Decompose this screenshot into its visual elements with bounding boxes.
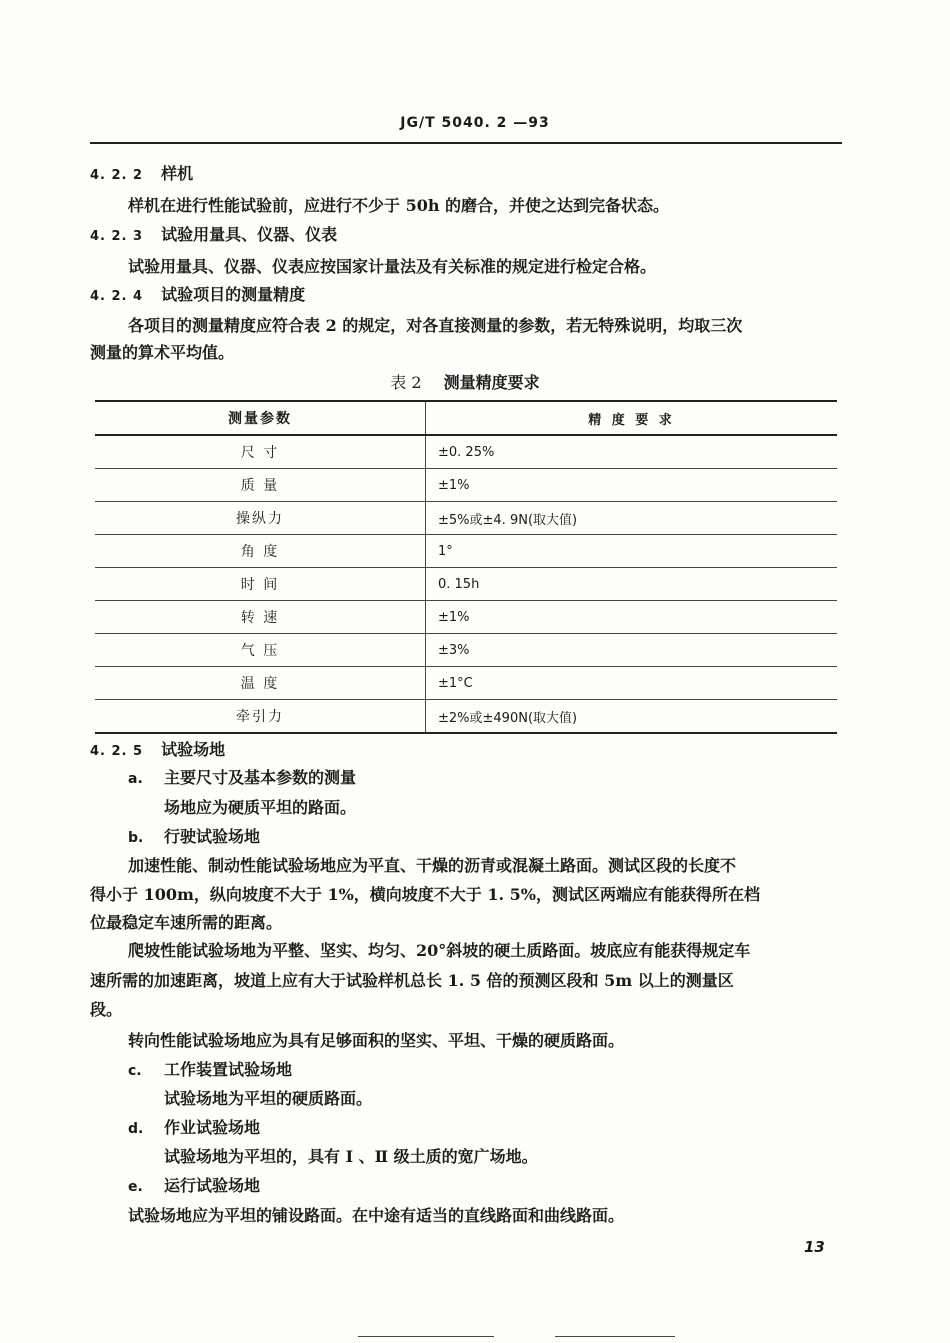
header-rule [90,142,842,144]
accuracy-cell: ±2%或±490N(取大值) [426,700,838,734]
accuracy-cell: ±0. 25% [426,435,838,469]
item-b-para3: 转向性能试验场地应为具有足够面积的坚实、平坦、干燥的硬质路面。 [128,1031,625,1050]
item-b-heading [128,826,260,849]
table-row [95,700,837,734]
table-row [95,535,837,568]
section-number: 4. 2. 5 [90,744,144,759]
standard-code-header: JG/T 5040. 2 —93 [400,115,550,131]
item-b-para1-line: 位最稳定车速所需的距离。 [90,913,283,932]
item-c-body: 试验场地为平坦的硬质路面。 [164,1089,373,1108]
table-header-row [95,401,837,435]
accuracy-table [95,400,837,734]
item-c-heading [128,1059,292,1082]
param-cell: 操纵力 [95,502,426,535]
section-4-2-4-heading [90,284,305,308]
section-number: 4. 2. 3 [90,229,144,244]
accuracy-cell: ±1°C [426,667,838,700]
accuracy-cell: ±5%或±4. 9N(取大值) [426,502,838,535]
item-b-para2-line: 速所需的加速距离，坡道上应有大于试验样机总长 1. 5 倍的预测区段和 5m 以上的测量区 [90,971,734,990]
param-cell: 温 度 [95,667,426,700]
accuracy-cell: ±1% [426,469,838,502]
item-letter: a. [128,771,143,787]
table-row [95,469,837,502]
header-accuracy: 精 度 要 求 [426,401,838,435]
section-title: 试验用量具、仪器、仪表 [161,225,338,244]
item-title: 行驶试验场地 [164,827,261,846]
param-cell: 时 间 [95,568,426,601]
item-letter: e. [128,1179,143,1195]
table-row [95,667,837,700]
table-row [95,601,837,634]
table-caption [0,370,930,393]
item-d-heading [128,1117,260,1140]
item-title: 作业试验场地 [164,1118,261,1137]
section-4-2-3-heading [90,224,337,248]
accuracy-cell: ±3% [426,634,838,667]
item-a-heading [128,767,356,790]
section-4-2-3-body: 试验用量具、仪器、仪表应按国家计量法及有关标准的规定进行检定合格。 [128,257,657,276]
table-row [95,502,837,535]
item-title: 主要尺寸及基本参数的测量 [164,768,357,787]
item-letter: d. [128,1121,144,1137]
section-4-2-5-heading [90,739,225,763]
section-4-2-4-body-line: 各项目的测量精度应符合表 2 的规定，对各直接测量的参数，若无特殊说明，均取三次 [128,316,743,335]
item-e-body: 试验场地应为平坦的铺设路面。在中途有适当的直线路面和曲线路面。 [128,1206,625,1225]
item-letter: b. [128,830,144,846]
item-e-heading [128,1175,260,1198]
item-title: 工作装置试验场地 [164,1060,293,1079]
table-row [95,435,837,469]
param-cell: 尺 寸 [95,435,426,469]
section-title: 试验场地 [161,740,226,759]
item-d-body: 试验场地为平坦的，具有 Ⅰ 、Ⅱ 级土质的宽广场地。 [164,1147,538,1166]
table-row [95,568,837,601]
table-row [95,634,837,667]
header-param: 测量参数 [95,401,426,435]
item-a-body: 场地应为硬质平坦的路面。 [164,798,357,817]
section-title: 试验项目的测量精度 [161,285,306,304]
accuracy-cell: 0. 15h [426,568,838,601]
param-cell: 牵引力 [95,700,426,734]
section-4-2-4-body-line: 测量的算术平均值。 [90,343,235,362]
footer-rule [555,1336,675,1337]
item-b-para1-line: 加速性能、制动性能试验场地应为平直、干燥的沥青或混凝土路面。测试区段的长度不 [128,856,737,875]
item-b-para2-line: 爬坡性能试验场地为平整、坚实、均匀、20°斜坡的硬土质路面。坡底应有能获得规定车 [128,941,751,960]
item-b-para1-line: 得小于 100m，纵向坡度不大于 1%，横向坡度不大于 1. 5%，测试区两端应有能获得所在档 [90,885,760,904]
section-title: 样机 [161,164,194,183]
section-4-2-2-heading [90,163,193,187]
table-number: 表 2 [390,373,422,392]
section-4-2-2-body: 样机在进行性能试验前，应进行不少于 50h 的磨合，并使之达到完备状态。 [128,196,670,215]
accuracy-cell: ±1% [426,601,838,634]
section-number: 4. 2. 2 [90,168,144,183]
item-letter: c. [128,1063,142,1079]
accuracy-cell: 1° [426,535,838,568]
page-number: 13 [804,1238,825,1256]
section-number: 4. 2. 4 [90,289,144,304]
param-cell: 气 压 [95,634,426,667]
param-cell: 角 度 [95,535,426,568]
item-b-para2-line: 段。 [90,1000,123,1019]
table-title: 测量精度要求 [443,373,540,392]
param-cell: 质 量 [95,469,426,502]
item-title: 运行试验场地 [164,1176,261,1195]
param-cell: 转 速 [95,601,426,634]
footer-rule [358,1336,494,1337]
